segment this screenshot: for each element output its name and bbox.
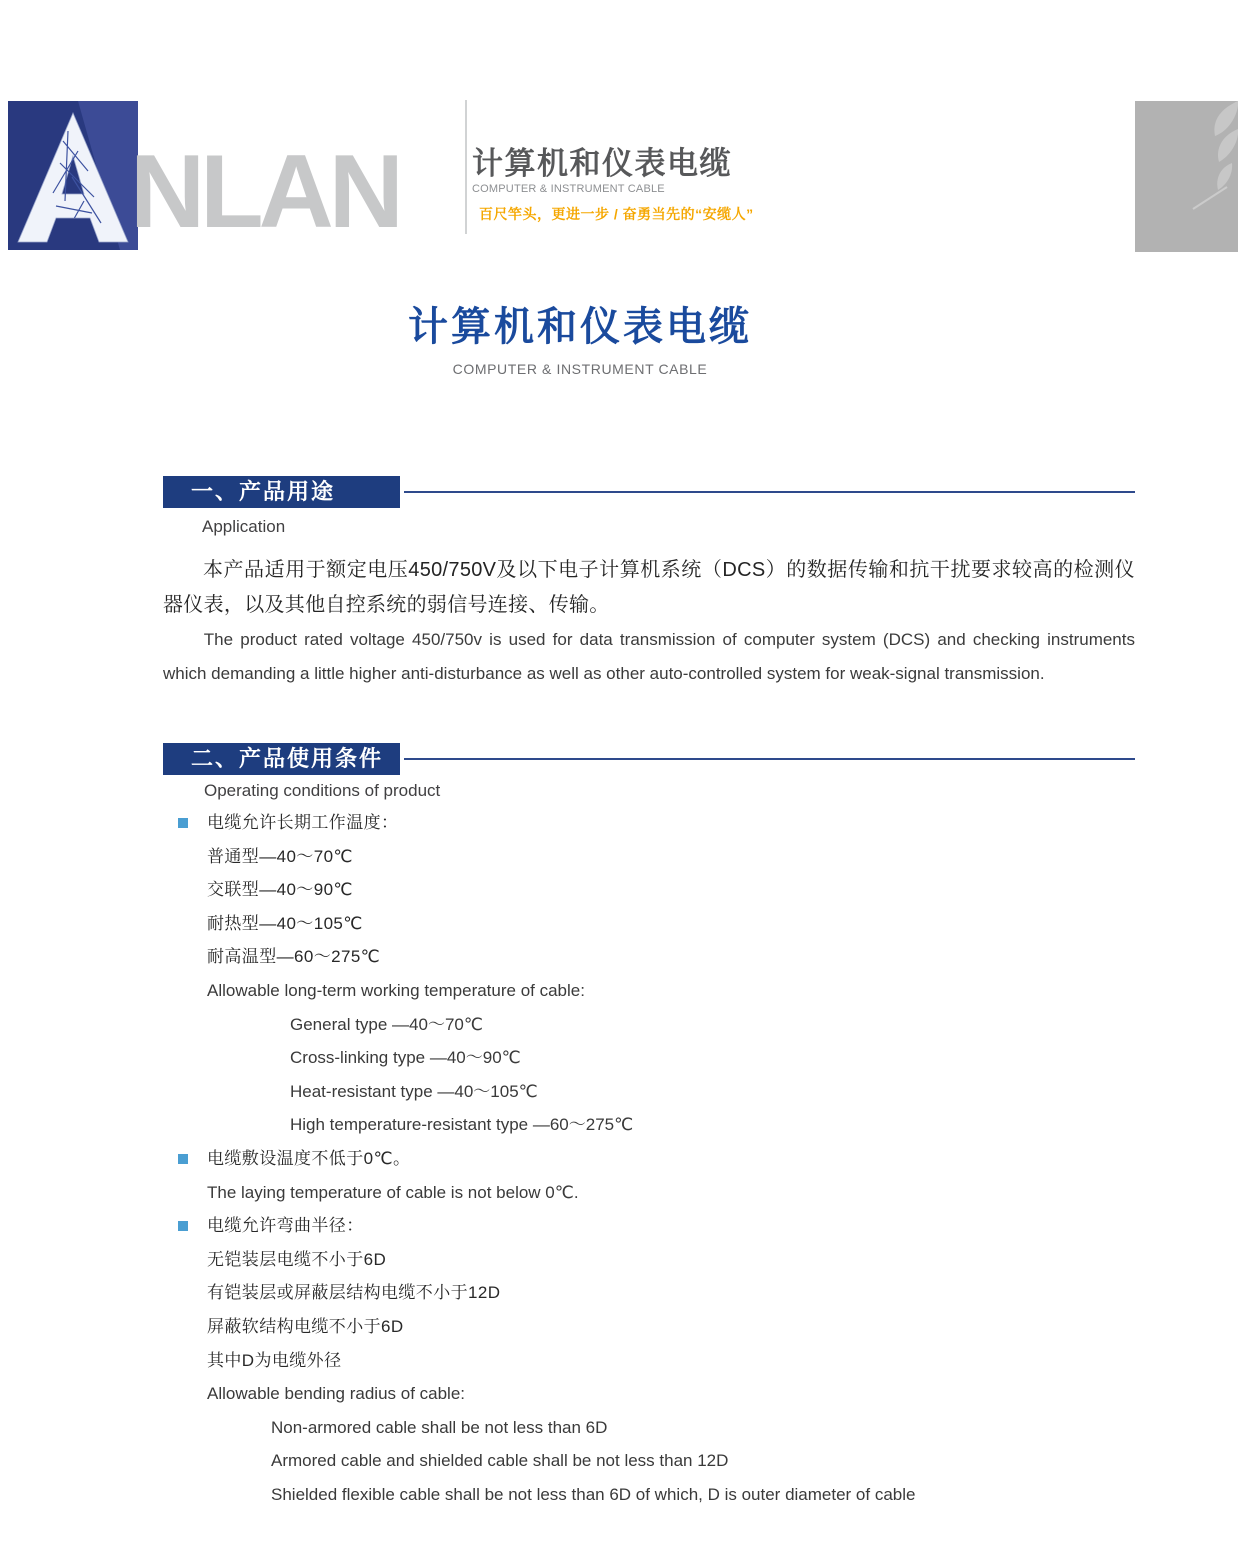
list-item-bending-radius (163, 1209, 1135, 1243)
page-title-block (0, 295, 1160, 377)
list-line: 其中D为电缆外径 (207, 1350, 342, 1370)
section1-heading-box: 一、产品用途 (163, 476, 400, 508)
section2-heading-row (163, 743, 1135, 775)
section1-paragraph-en: The product rated voltage 450/750v is used for data transmission of computer system (DCS) and checking instruments which demanding a little higher anti-disturbance as well as other auto-controlled system for weak-signal transmission. (163, 630, 1135, 683)
corner-photo (1135, 101, 1238, 252)
list-line: 无铠装层电缆不小于6D (207, 1249, 387, 1269)
list-item-label: 电缆敷设温度不低于0℃。 (207, 1148, 411, 1168)
list-line: Allowable long-term working temperature of cable: (207, 980, 585, 1000)
section2-heading-box: 二、产品使用条件 (163, 743, 400, 775)
section1-paragraph-cn: 本产品适用于额定电压450/750V及以下电子计算机系统（DCS）的数据传输和抗干扰要求较高的检测仪器仪表，以及其他自控系统的弱信号连接、传输。 (163, 559, 1135, 616)
list-line: General type —40～70℃ (290, 1014, 483, 1034)
section1-heading-row (163, 476, 1135, 508)
anlan-logo-mark (8, 101, 138, 250)
list-item-laying-temperature (163, 1142, 1135, 1176)
bullet-square-icon (178, 818, 188, 828)
list-line: Heat-resistant type —40～105℃ (290, 1081, 538, 1101)
list-line: Non-armored cable shall be not less than 6D (271, 1417, 608, 1437)
list-item-label: 电缆允许长期工作温度： (207, 813, 399, 832)
list-line: Allowable bending radius of cable: (207, 1384, 466, 1404)
header-divider (465, 100, 467, 234)
header-product-title-cn: 计算机和仪表电缆 (472, 146, 732, 181)
header-slogan: 百尺竿头，更进一步 / 奋勇当先的“安缆人” (479, 206, 754, 222)
list-line: The laying temperature of cable is not below 0℃. (207, 1182, 579, 1202)
list-item-label: 电缆允许弯曲半径： (207, 1216, 364, 1236)
section2-subheading: Operating conditions of product (204, 781, 441, 800)
conditions-list (163, 806, 1135, 1511)
list-line: Shielded flexible cable shall be not less than 6D of which, D is outer diameter of cable (271, 1484, 916, 1504)
header-title-block (472, 146, 754, 224)
page-title-cn: 计算机和仪表电缆 (408, 305, 752, 349)
section1-subheading: Application (202, 517, 286, 536)
list-line: 有铠装层或屏蔽层结构电缆不小于12D (207, 1283, 501, 1303)
leaf-icon (1135, 101, 1238, 252)
list-line: 普通型—40～70℃ (207, 846, 353, 866)
list-line: 屏蔽软结构电缆不小于6D (207, 1316, 404, 1336)
list-line: 耐高温型—60～275℃ (207, 947, 381, 967)
list-line: High temperature-resistant type —60～275℃ (290, 1115, 634, 1135)
logo-wordmark: NLAN (130, 134, 399, 250)
list-line: 交联型—40～90℃ (207, 880, 353, 900)
header-product-title-en: COMPUTER & INSTRUMENT CABLE (472, 183, 665, 195)
section2-rule (404, 758, 1135, 760)
section1-rule (404, 491, 1135, 493)
bullet-square-icon (178, 1154, 188, 1164)
list-item-temperature (163, 806, 1135, 840)
list-line: Cross-linking type —40～90℃ (290, 1048, 521, 1068)
logo-a-icon (8, 101, 138, 250)
page-title-en: COMPUTER & INSTRUMENT CABLE (452, 361, 708, 377)
list-line: Armored cable and shielded cable shall be not less than 12D (271, 1451, 729, 1471)
bullet-square-icon (178, 1221, 188, 1231)
list-line: 耐热型—40～105℃ (207, 913, 363, 933)
